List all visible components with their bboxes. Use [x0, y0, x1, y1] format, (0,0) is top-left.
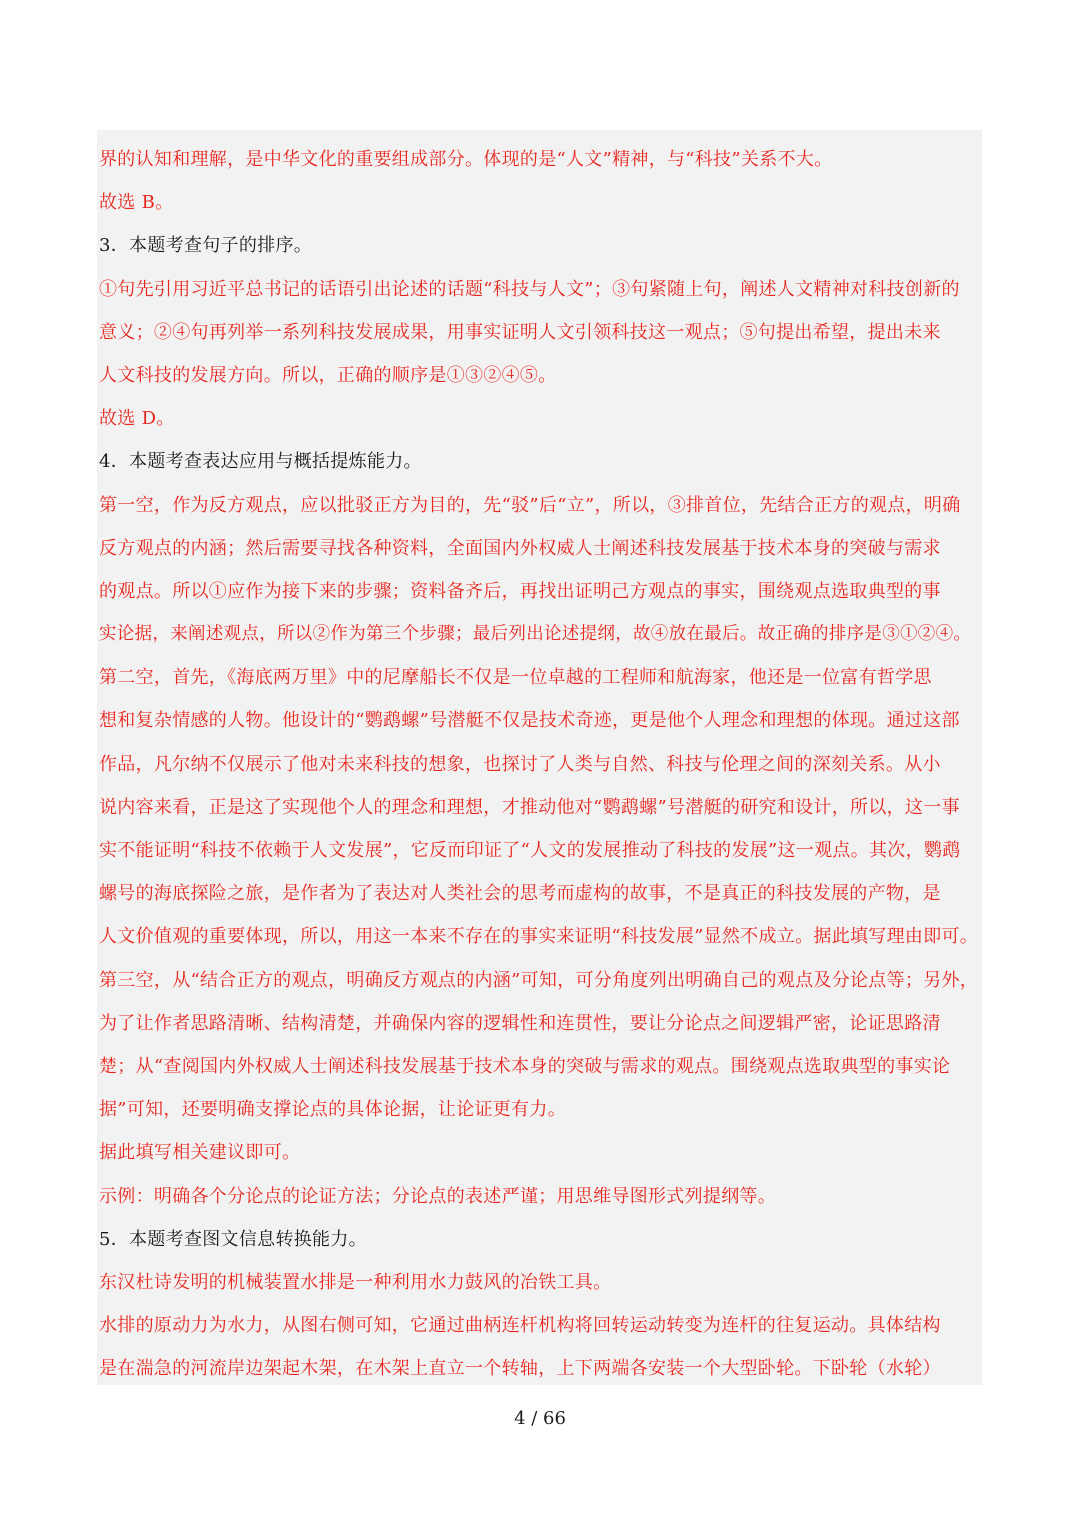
text-line: 楚；从“查阅国内外权威人士阐述科技发展基于技术本身的突破与需求的观点。围绕观点选取典型的事实论 [99, 1055, 951, 1077]
text-line: ①句先引用习近平总书记的话语引出论述的话题“科技与人文”；③句紧随上句，阐述人文精神对科技创新的 [99, 278, 960, 300]
text-line: 4．本题考查表达应用与概括提炼能力。 [99, 451, 422, 473]
text-line: 水排的原动力为水力，从图右侧可知，它通过曲柄连杆机构将回转运动转变为连杆的往复运动。具体结构 [99, 1315, 941, 1337]
text-line: 示例：明确各个分论点的论证方法；分论点的表述严谨；用思维导图形式列提纲等。 [99, 1185, 777, 1207]
text-line: 5．本题考查图文信息转换能力。 [99, 1228, 367, 1250]
text-line: 说内容来看，正是这了实现他个人的理念和理想，才推动他对“鹦鹉螺”号潜艇的研究和设计，所以，这一事 [99, 796, 960, 818]
text-line: 3．本题考查句子的排序。 [99, 235, 313, 257]
text-line: 的观点。所以①应作为接下来的步骤；资料备齐后，再找出证明己方观点的事实，围绕观点选取典型的事 [99, 580, 941, 602]
text-line: 据”可知，还要明确支撑论点的具体论据，让论证更有力。 [99, 1099, 566, 1121]
text-line: 据此填写相关建议即可。 [99, 1142, 301, 1164]
text-line: 想和复杂情感的人物。他设计的“鹦鹉螺”号潜艇不仅是技术奇迹，更是他个人理念和理想的体现。通过这部 [99, 710, 960, 732]
text-line: 实论据，来阐述观点，所以②作为第三个步骤；最后列出论述提纲，故④放在最后。故正确的排序是③①②④。 [99, 624, 972, 645]
text-line: 作品，凡尔纳不仅展示了他对未来科技的想象，也探讨了人类与自然、科技与伦理之间的深刻关系。从小 [99, 753, 941, 775]
text-line: 意义；②④句再列举一系列科技发展成果，用事实证明人文引领科技这一观点；⑤句提出希望，提出未来 [99, 321, 941, 343]
text-line: 故选 B。 [99, 192, 174, 214]
text-line: 人文科技的发展方向。所以，正确的顺序是①③②④⑤。 [99, 364, 557, 386]
text-line: 界的认知和理解，是中华文化的重要组成部分。体现的是“人文”精神，与“科技”关系不大。 [99, 149, 833, 170]
text-line: 故选 D。 [99, 408, 175, 430]
text-line: 第一空，作为反方观点，应以批驳正方为目的，先“驳”后“立”，所以，③排首位，先结合正方的观点，明确 [99, 494, 961, 516]
text-line: 螺号的海底探险之旅，是作者为了表达对人类社会的思考而虚构的故事，不是真正的科技发展的产物，是 [99, 883, 941, 905]
text-line: 为了让作者思路清晰、结构清楚，并确保内容的逻辑性和连贯性，要让分论点之间逻辑严密，论证思路清 [99, 1012, 941, 1034]
page-number: 4 / 66 [514, 1408, 566, 1429]
text-line: 是在湍急的河流岸边架起木架，在木架上直立一个转轴，上下两端各安装一个大型卧轮。下卧轮（水轮） [99, 1358, 941, 1380]
text-line: 实不能证明“科技不依赖于人文发展”，它反而印证了“人文的发展推动了科技的发展”这一观点。其次，鹦鹉 [99, 840, 961, 861]
answer-content-area [97, 130, 982, 1385]
text-line: 反方观点的内涵；然后需要寻找各种资料，全面国内外权威人士阐述科技发展基于技术本身的突破与需求 [99, 537, 941, 559]
text-line: 东汉杜诗发明的机械装置水排是一种利用水力鼓风的冶铁工具。 [99, 1271, 612, 1293]
text-line: 人文价值观的重要体现，所以，用这一本来不存在的事实来证明“科技发展”显然不成立。据此填写理由即可。 [99, 926, 979, 948]
text-line: 第二空，首先，《海底两万里》中的尼摩船长不仅是一位卓越的工程师和航海家，他还是一位富有哲学思 [99, 667, 932, 689]
text-line: 第三空，从“结合正方的观点，明确反方观点的内涵”可知，可分角度列出明确自己的观点及分论点等；另外， [99, 969, 979, 991]
